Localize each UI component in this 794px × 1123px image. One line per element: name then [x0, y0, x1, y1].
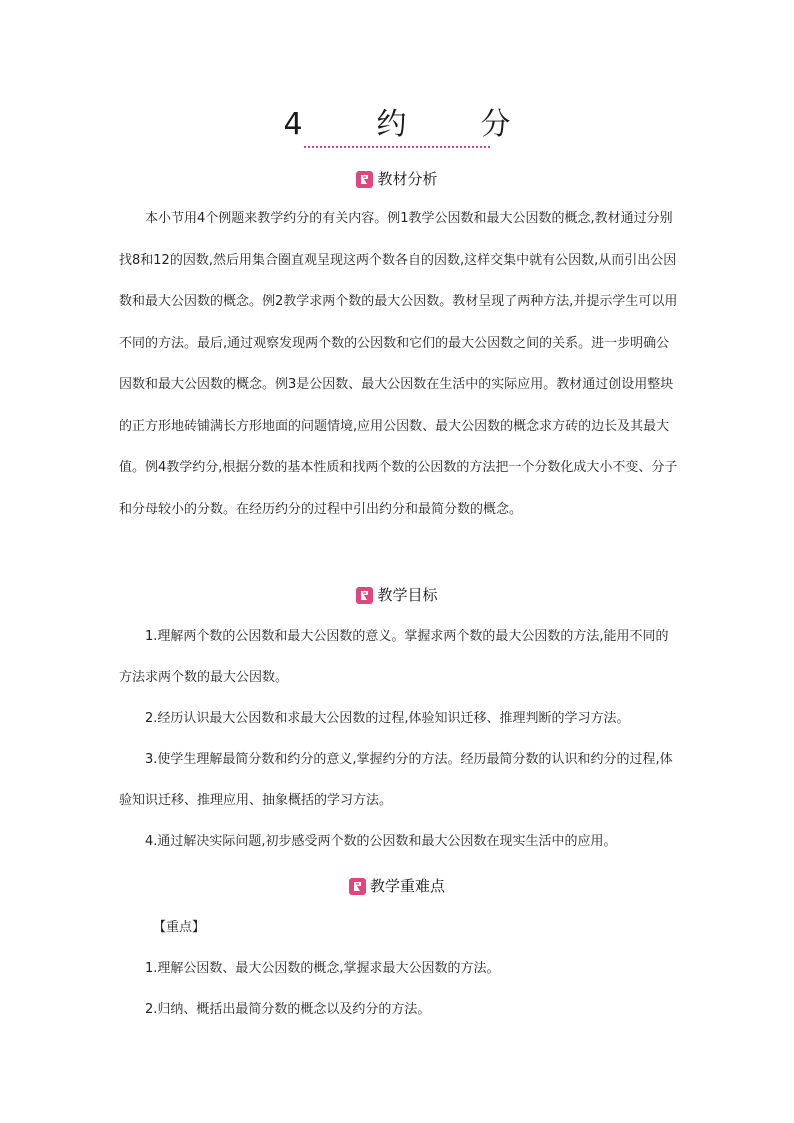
section-heading-keypoints — [0, 875, 794, 899]
section-marker-icon — [356, 587, 373, 604]
keypoints-subheading: 【重点】 — [153, 920, 206, 935]
title-underline — [304, 146, 490, 148]
section-marker-icon — [356, 171, 373, 188]
section-marker-icon — [349, 878, 366, 895]
objective-item: 2.经历认识最大公因数和求最大公因数的过程,体验知识迁移、推理判断的学习方法。 — [145, 711, 630, 726]
section-label: 教学目标 — [377, 586, 438, 604]
keypoint-item: 1.理解公因数、最大公因数的概念,掌握求最大公因数的方法。 — [145, 961, 500, 976]
analysis-text: 本小节用4个例题来教学约分的有关内容。例1教学公因数和最大公因数的概念,教材通过分别找8和12的因数,然后用集合圈直观呈现这两个数各自的因数,这样交集中就有公因数,从而引出公因数和最大公因数的概念。例2教学求两个数的最大公因数。教材呈现了两种方法,并提示学生可以用不同的方法。最后,通过观察发现两个数的公因数和它们的最大公因数之间的关系。进一步明确公因数和最大公因数的概念。例3是公因数、最大公因数在生活中的实际应用。教材通过创设用整块的正方形地砖铺满长方形地面的问题情境,应用公因数、最大公因数的概念求方砖的边长及其最大值。例4教学约分,根据分数的基本性质和找两个数的公因数的方法把一个分数化成大小不变、分子和分母较小的分数。在经历约分的过程中引出约分和最简分数的概念。 — [119, 211, 678, 517]
keypoints-list — [119, 907, 679, 1030]
keypoint-item: 2.归纳、概括出最简分数的概念以及约分的方法。 — [145, 1002, 431, 1017]
objective-item: 1.理解两个数的公因数和最大公因数的意义。掌握求两个数的最大公因数的方法,能用不同的方法求两个数的最大公因数。 — [119, 629, 669, 685]
analysis-paragraph — [119, 198, 679, 530]
section-heading-analysis — [0, 168, 794, 192]
objectives-list — [119, 616, 679, 862]
page-title: 4 约 分 — [283, 107, 533, 142]
section-heading-objectives — [0, 584, 794, 608]
section-label: 教材分析 — [377, 170, 438, 188]
objective-item: 4.通过解决实际问题,初步感受两个数的公因数和最大公因数在现实生活中的应用。 — [145, 834, 617, 849]
section-label: 教学重难点 — [369, 877, 445, 895]
objective-item: 3.使学生理解最简分数和约分的意义,掌握约分的方法。经历最简分数的认识和约分的过程,体验知识迁移、推理应用、抽象概括的学习方法。 — [119, 752, 673, 808]
